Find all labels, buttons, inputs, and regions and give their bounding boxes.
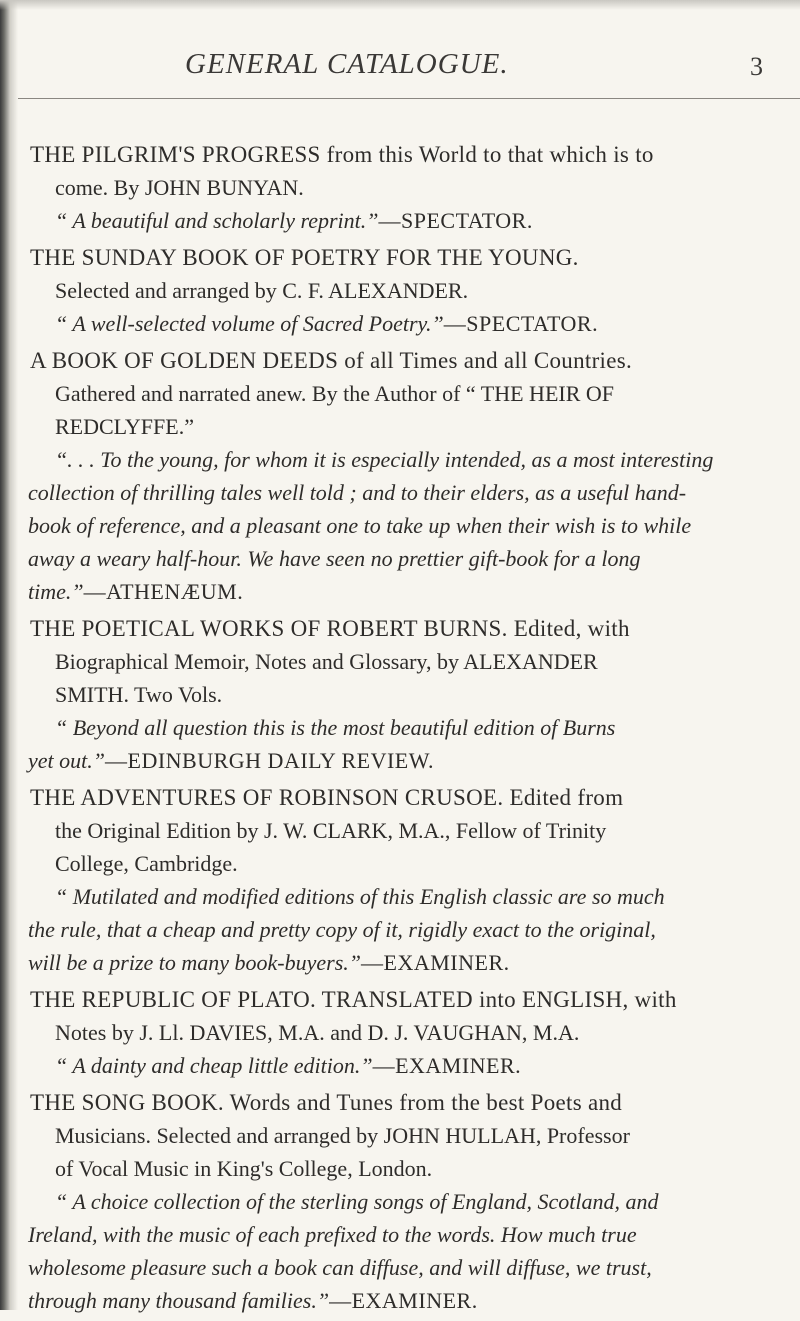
catalogue-entry [0, 241, 800, 340]
entry-title: THE REPUBLIC OF PLATO. TRANSLATED into ENGLISH, with [30, 987, 677, 1012]
review-quote-line: “ A choice collection of the sterling songs of England, Scotland, and [55, 1189, 659, 1214]
catalogue-entry [0, 983, 800, 1082]
running-head [0, 48, 800, 88]
entry-title: THE SONG BOOK. Words and Tunes from the best Poets and [30, 1090, 623, 1115]
entry-line: REDCLYFFE.” [55, 414, 194, 439]
catalogue-entry [0, 1086, 800, 1317]
catalogue-entry [0, 781, 800, 979]
catalogue-entries [0, 138, 800, 1321]
entry-review [0, 575, 800, 608]
entry-line: Notes by J. Ll. DAVIES, M.A. and D. J. VAUGHAN, M.A. [55, 1020, 580, 1045]
header-rule [18, 98, 800, 99]
entry-line: Biographical Memoir, Notes and Glossary, by ALEXANDER [55, 649, 598, 674]
entry-title: A BOOK OF GOLDEN DEEDS of all Times and all Countries. [30, 348, 633, 373]
entry-line: the Original Edition by J. W. CLARK, M.A., Fellow of Trinity [55, 818, 607, 843]
entry-review [0, 744, 800, 777]
review-quote: “ A beautiful and scholarly reprint.” [55, 208, 379, 233]
entry-title: THE ADVENTURES OF ROBINSON CRUSOE. Edited from [30, 785, 624, 810]
review-quote-line: yet out.” [28, 748, 105, 773]
review-quote-line: time.” [28, 579, 84, 604]
review-quote-line: “. . . To the young, for whom it is especially intended, as a most interesting [55, 447, 714, 472]
review-quote-line: away a weary half-hour. We have seen no prettier gift-book for a long [28, 546, 641, 571]
page-top-edge [0, 0, 800, 10]
review-quote: “ A well-selected volume of Sacred Poetry.” [55, 311, 444, 336]
entry-title: THE POETICAL WORKS OF ROBERT BURNS. Edited, with [30, 616, 630, 641]
entry-line: Gathered and narrated anew. By the Author of “ THE HEIR OF [55, 381, 615, 406]
review-source: —EDINBURGH DAILY REVIEW. [105, 748, 434, 773]
review-quote: “ A dainty and cheap little edition.” [55, 1053, 373, 1078]
review-quote-line: “ Beyond all question this is the most beautiful edition of Burns [55, 715, 616, 740]
review-quote-line: wholesome pleasure such a book can diffuse, and will diffuse, we trust, [28, 1255, 652, 1280]
entry-review [0, 307, 800, 340]
review-source: —ATHENÆUM. [83, 579, 244, 604]
review-source: —SPECTATOR. [378, 208, 533, 233]
review-quote-line: “ Mutilated and modified editions of this English classic are so much [55, 884, 665, 909]
entry-line: Selected and arranged by C. F. ALEXANDER. [55, 278, 469, 303]
entry-title: THE SUNDAY BOOK OF POETRY FOR THE YOUNG. [30, 245, 579, 270]
entry-review [0, 1284, 800, 1317]
running-title: GENERAL CATALOGUE. [185, 48, 509, 80]
entry-review [0, 1049, 800, 1082]
review-source: —EXAMINER. [372, 1053, 522, 1078]
review-quote-line: book of reference, and a pleasant one to take up when their wish is to while [28, 513, 692, 538]
entry-line: College, Cambridge. [55, 851, 238, 876]
page-number: 3 [750, 52, 763, 81]
review-quote-line: the rule, that a cheap and pretty copy of it, rigidly exact to the original, [28, 917, 656, 942]
entry-review [0, 946, 800, 979]
catalogue-entry [0, 138, 800, 237]
review-quote-line: collection of thrilling tales well told ; and to their elders, as a useful hand- [28, 480, 687, 505]
review-source: —SPECTATOR. [443, 311, 599, 336]
entry-line: of Vocal Music in King's College, London. [55, 1156, 433, 1181]
entry-line: SMITH. Two Vols. [55, 682, 223, 707]
entry-review [0, 204, 800, 237]
entry-line: Musicians. Selected and arranged by JOHN HULLAH, Professor [55, 1123, 630, 1148]
review-quote-line: through many thousand families.” [28, 1288, 330, 1313]
review-quote-line: Ireland, with the music of each prefixed to the words. How much true [28, 1222, 637, 1247]
entry-title: THE PILGRIM'S PROGRESS from this World to that which is to [30, 142, 654, 167]
entry-line: come. By JOHN BUNYAN. [55, 175, 304, 200]
catalogue-entry [0, 612, 800, 777]
review-quote-line: will be a prize to many book-buyers.” [28, 950, 362, 975]
catalogue-entry [0, 344, 800, 608]
review-source: —EXAMINER. [329, 1288, 478, 1313]
review-source: —EXAMINER. [361, 950, 510, 975]
